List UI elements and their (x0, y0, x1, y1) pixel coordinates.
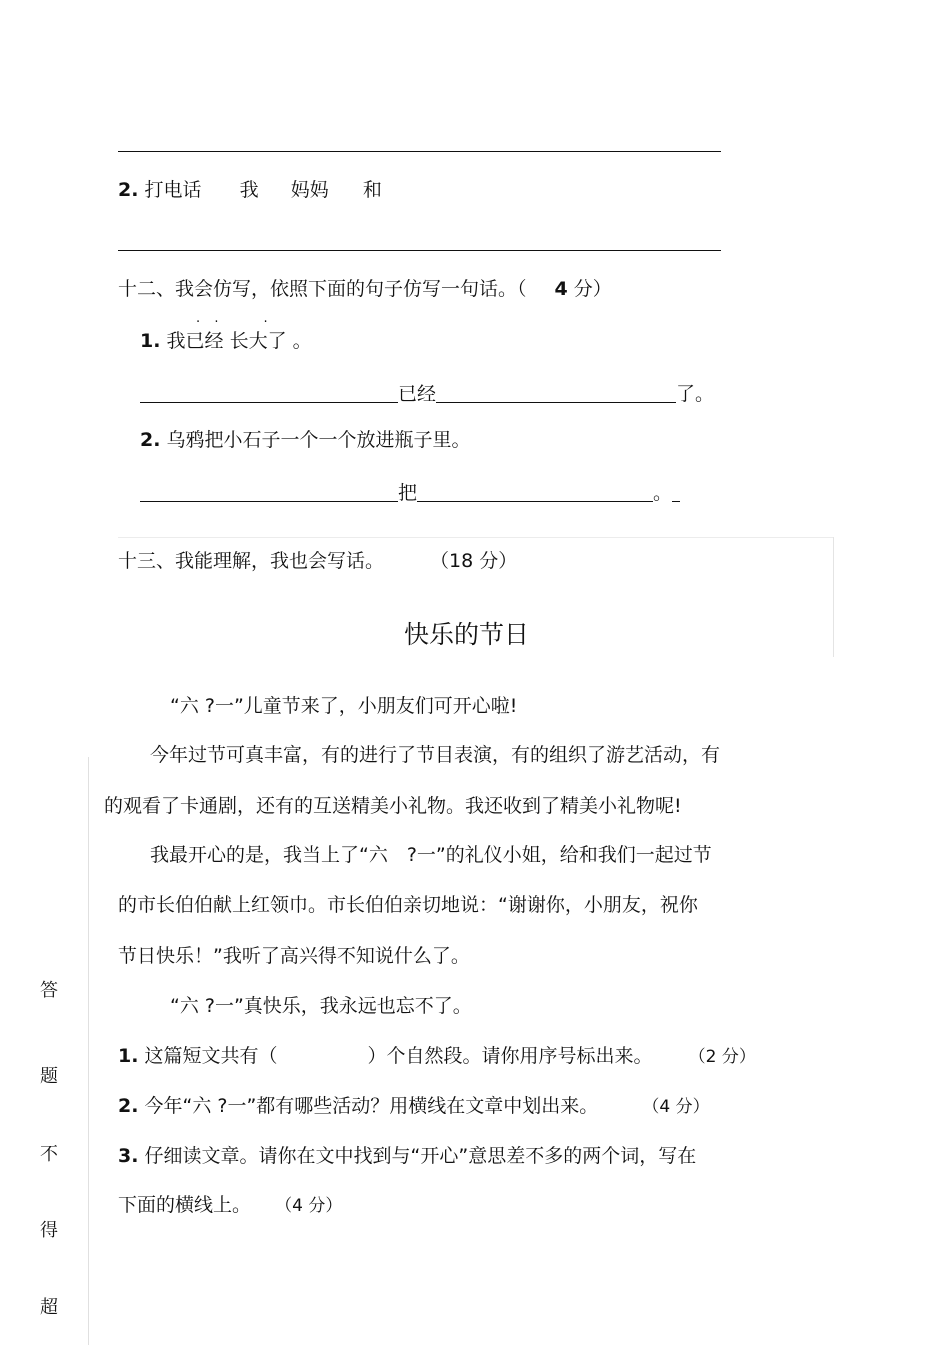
blank-field[interactable] (140, 481, 398, 502)
margin-char: 不 (40, 1144, 58, 1165)
fill-word: 把 (398, 482, 418, 504)
score-value: （18 分） (430, 550, 518, 572)
paragraph-2-line-2: 的观看了卡通剧，还有的互送精美小礼物。我还收到了精美小礼物呢! (104, 795, 682, 817)
question-number: 2. (118, 1095, 139, 1117)
table-border (833, 537, 834, 657)
article-title: 快乐的节日 (404, 620, 530, 649)
question-number: 3. (118, 1145, 139, 1167)
question-11-2 (118, 181, 382, 200)
paragraph-2-line-1: 今年过节可真丰富，有的进行了节目表演，有的组织了游艺活动，有 (150, 744, 721, 766)
paragraph-4: “六 ?一”真快乐，我永远也忘不了。 (170, 995, 472, 1017)
section-13-heading: 十三、我能理解，我也会写话。 （18 分） (118, 550, 518, 572)
binding-line (88, 757, 89, 1345)
question-score: （4 分） (642, 1097, 710, 1117)
fill-line-12-2 (140, 481, 680, 503)
score-unit: 分） (573, 278, 612, 300)
section-12-heading: 十二、我会仿写，依照下面的句子仿写一句话。（ 4 分） (118, 278, 612, 300)
margin-char: 题 (40, 1066, 58, 1087)
margin-char: 得 (40, 1220, 58, 1241)
question-13-3-line-2: 下面的横线上。 （4 分） (118, 1194, 343, 1216)
blank-field[interactable] (436, 382, 676, 403)
example-sentence-end: 。 (292, 330, 312, 352)
question-12-1 (140, 332, 312, 351)
question-score: （2 分） (688, 1047, 756, 1067)
blank-field[interactable] (140, 382, 398, 403)
blank-field[interactable] (417, 481, 653, 502)
answer-line (118, 250, 721, 251)
word-card: 和 (362, 179, 382, 201)
paragraph-3-line-3: 节日快乐！”我听了高兴得不知说什么了。 (118, 945, 470, 967)
question-13-2: 2. 今年“六 ?一”都有哪些活动？用横线在文章中划出来。 （4 分） (118, 1095, 710, 1117)
emphasis-dots: · · · (196, 315, 270, 330)
answer-line (118, 151, 721, 152)
margin-char: 超 (40, 1297, 58, 1318)
word-card: 我 (239, 179, 259, 201)
paragraph-3-line-2: 的市长伯伯献上红领巾。市长伯伯亲切地说：“谢谢你，小朋友，祝你 (118, 894, 698, 916)
fill-end: 。 (653, 482, 673, 504)
example-sentence: 乌鸦把小石子一个一个放进瓶子里。 (166, 429, 471, 451)
example-sentence-part2: 长大了 (229, 330, 287, 352)
paragraph-3-line-1: 我最开心的是，我当上了“六 ?一”的礼仪小姐，给和我们一起过节 (150, 844, 712, 866)
margin-char: 答 (40, 980, 58, 1001)
question-number: 2. (118, 179, 139, 201)
question-12-2 (140, 431, 471, 450)
fill-end: 了。 (676, 383, 715, 405)
question-13-1: 1. 这篇短文共有（ ）个自然段。请你用序号标出来。 （2 分） (118, 1045, 756, 1067)
question-score: （4 分） (275, 1196, 343, 1216)
question-number: 1. (140, 330, 161, 352)
word-card: 妈妈 (290, 179, 329, 201)
paragraph-1: “六 ?一”儿童节来了，小朋友们可开心啦! (170, 695, 518, 717)
table-border (118, 537, 833, 538)
word-card: 打电话 (144, 179, 202, 201)
fill-word: 已经 (398, 383, 437, 405)
example-sentence-part1: 我已经 (166, 330, 224, 352)
question-13-3: 3. 仔细读文章。请你在文中找到与“开心”意思差不多的两个词，写在 (118, 1145, 697, 1167)
fill-line-12-1 (140, 382, 714, 404)
question-number: 2. (140, 429, 161, 451)
score-value: 4 (554, 278, 568, 300)
question-number: 1. (118, 1045, 139, 1067)
